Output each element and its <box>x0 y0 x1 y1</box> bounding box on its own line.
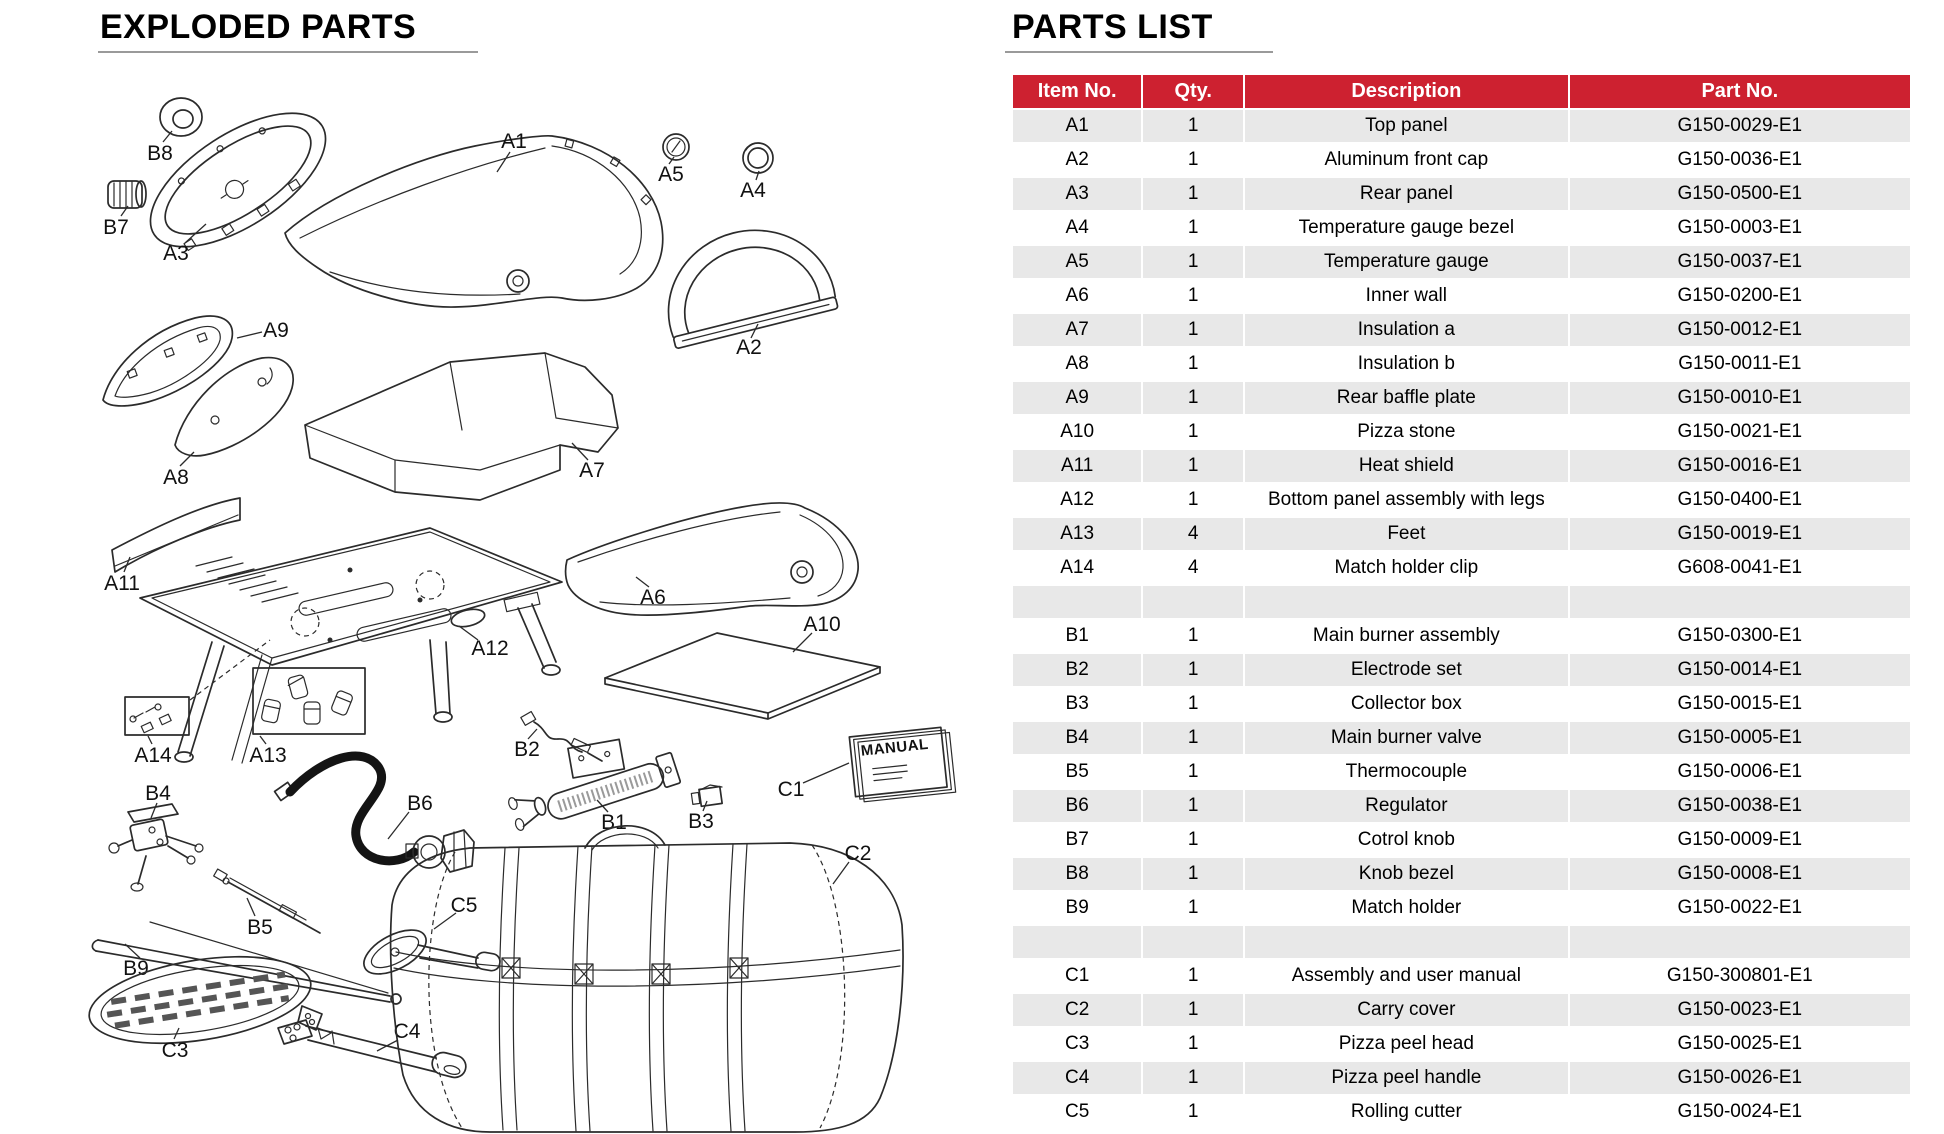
cell-qty: 1 <box>1143 1096 1243 1128</box>
part-top-panel-a1 <box>285 130 663 307</box>
part-main-burner-b1 <box>498 719 681 836</box>
cell-qty: 1 <box>1143 314 1243 346</box>
spacer-row <box>1013 586 1910 618</box>
part-collector-box-b3 <box>688 785 722 833</box>
cell-qty: 1 <box>1143 348 1243 380</box>
part-insulation-b-a8 <box>163 358 293 489</box>
cell-qty: 1 <box>1143 484 1243 516</box>
part-label-b6: B6 <box>407 792 433 815</box>
part-peel-handle-c4 <box>278 1020 468 1080</box>
part-heat-shield-a11 <box>104 498 240 595</box>
part-label-a9: A9 <box>263 319 289 342</box>
col-header-item-no: Item No. <box>1013 75 1141 108</box>
part-row <box>1013 824 1910 856</box>
part-label-a12: A12 <box>471 637 509 660</box>
cell-item: C1 <box>1013 960 1141 992</box>
cell-desc: Regulator <box>1245 790 1568 822</box>
part-row <box>1013 518 1910 550</box>
part-label-a6: A6 <box>640 586 666 609</box>
part-label-a2: A2 <box>736 336 762 359</box>
cell-desc: Pizza stone <box>1245 416 1568 448</box>
part-carry-cover-c2 <box>391 826 903 1132</box>
part-row <box>1013 178 1910 210</box>
part-row <box>1013 212 1910 244</box>
cell-desc: Inner wall <box>1245 280 1568 312</box>
cell-item: B8 <box>1013 858 1141 890</box>
part-label-c3: C3 <box>161 1039 189 1062</box>
part-label-a7: A7 <box>579 459 605 482</box>
cell-item: A12 <box>1013 484 1141 516</box>
cell-desc: Temperature gauge <box>1245 246 1568 278</box>
col-header-part-no: Part No. <box>1570 75 1910 108</box>
cell-item <box>1013 926 1141 958</box>
part-thermocouple-b5 <box>214 869 320 939</box>
cell-qty: 1 <box>1143 688 1243 720</box>
cell-part <box>1570 586 1910 618</box>
part-row <box>1013 654 1910 686</box>
part-label-a8: A8 <box>163 466 189 489</box>
parts-table-rows <box>1013 110 1910 1128</box>
cell-item <box>1013 586 1141 618</box>
col-header-description: Description <box>1245 75 1568 108</box>
cell-desc <box>1245 926 1568 958</box>
cell-qty: 1 <box>1143 416 1243 448</box>
part-control-knob-b7 <box>103 181 146 239</box>
cell-qty: 1 <box>1143 144 1243 176</box>
spacer-row <box>1013 926 1910 958</box>
part-temperature-gauge-a5 <box>658 134 689 186</box>
cell-part: G150-0015-E1 <box>1570 688 1910 720</box>
cell-part: G150-0011-E1 <box>1570 348 1910 380</box>
cell-qty <box>1143 926 1243 958</box>
part-label-a11: A11 <box>104 572 140 595</box>
cell-part <box>1570 926 1910 958</box>
cell-qty: 1 <box>1143 620 1243 652</box>
cell-item: A7 <box>1013 314 1141 346</box>
part-row <box>1013 382 1910 414</box>
part-label-b1: B1 <box>601 811 627 834</box>
part-label-b7: B7 <box>103 216 129 239</box>
cell-item: A9 <box>1013 382 1141 414</box>
cell-item: A11 <box>1013 450 1141 482</box>
cell-item: C2 <box>1013 994 1141 1026</box>
part-row <box>1013 450 1910 482</box>
cell-qty: 1 <box>1143 824 1243 856</box>
cell-desc: Feet <box>1245 518 1568 550</box>
cell-part: G150-0012-E1 <box>1570 314 1910 346</box>
cell-desc: Pizza peel head <box>1245 1028 1568 1060</box>
part-rear-panel-a3 <box>129 87 347 273</box>
cell-desc: Top panel <box>1245 110 1568 142</box>
cell-item: A13 <box>1013 518 1141 550</box>
cell-desc: Electrode set <box>1245 654 1568 686</box>
cell-part: G608-0041-E1 <box>1570 552 1910 584</box>
parts-table-header-row <box>1013 75 1910 108</box>
cell-part: G150-0021-E1 <box>1570 416 1910 448</box>
manual-cover-text: MANUAL <box>860 735 930 760</box>
cell-item: A10 <box>1013 416 1141 448</box>
part-row <box>1013 280 1910 312</box>
exploded-parts-title: EXPLODED PARTS <box>100 8 417 46</box>
cell-part: G150-0029-E1 <box>1570 110 1910 142</box>
cell-item: A3 <box>1013 178 1141 210</box>
cell-desc: Insulation a <box>1245 314 1568 346</box>
part-label-c2: C2 <box>844 842 872 865</box>
cell-qty <box>1143 586 1243 618</box>
cell-qty: 1 <box>1143 212 1243 244</box>
cell-qty: 1 <box>1143 280 1243 312</box>
part-row <box>1013 722 1910 754</box>
part-label-a5: A5 <box>658 163 684 186</box>
part-row <box>1013 314 1910 346</box>
part-row <box>1013 110 1910 142</box>
part-front-cap-a2 <box>652 213 839 359</box>
cell-item: B9 <box>1013 892 1141 924</box>
cell-item: A1 <box>1013 110 1141 142</box>
part-row <box>1013 552 1910 584</box>
cell-desc: Heat shield <box>1245 450 1568 482</box>
cell-desc: Collector box <box>1245 688 1568 720</box>
parts-table <box>1011 73 1912 1130</box>
cell-item: A5 <box>1013 246 1141 278</box>
cell-qty: 1 <box>1143 246 1243 278</box>
cell-desc: Assembly and user manual <box>1245 960 1568 992</box>
part-row <box>1013 348 1910 380</box>
cell-desc: Rear baffle plate <box>1245 382 1568 414</box>
part-label-c1: C1 <box>777 778 805 801</box>
part-label-b8: B8 <box>147 142 173 165</box>
part-row <box>1013 790 1910 822</box>
cell-desc: Rolling cutter <box>1245 1096 1568 1128</box>
part-label-a1: A1 <box>501 130 527 153</box>
part-label-b3: B3 <box>688 810 714 833</box>
cell-desc: Main burner valve <box>1245 722 1568 754</box>
cell-desc: Aluminum front cap <box>1245 144 1568 176</box>
part-rear-baffle-a9 <box>103 316 289 406</box>
cell-qty: 1 <box>1143 1028 1243 1060</box>
cell-desc: Pizza peel handle <box>1245 1062 1568 1094</box>
cell-desc: Temperature gauge bezel <box>1245 212 1568 244</box>
part-pizza-stone-a10 <box>605 613 880 719</box>
part-label-a4: A4 <box>740 179 766 202</box>
part-label-a13: A13 <box>249 744 287 767</box>
part-electrode-b2 <box>514 712 602 761</box>
cell-desc: Insulation b <box>1245 348 1568 380</box>
cell-part: G150-0500-E1 <box>1570 178 1910 210</box>
cell-desc: Bottom panel assembly with legs <box>1245 484 1568 516</box>
part-row <box>1013 892 1910 924</box>
cell-part: G150-0036-E1 <box>1570 144 1910 176</box>
cell-qty: 1 <box>1143 178 1243 210</box>
cell-desc: Thermocouple <box>1245 756 1568 788</box>
cell-part: G150-0023-E1 <box>1570 994 1910 1026</box>
part-insulation-a-a7 <box>305 353 618 500</box>
cell-desc: Match holder <box>1245 892 1568 924</box>
part-label-b9: B9 <box>123 957 149 980</box>
cell-part: G150-0005-E1 <box>1570 722 1910 754</box>
cell-item: B7 <box>1013 824 1141 856</box>
cell-desc: Main burner assembly <box>1245 620 1568 652</box>
cell-item: A6 <box>1013 280 1141 312</box>
part-row <box>1013 688 1910 720</box>
part-label-c4: C4 <box>393 1020 421 1043</box>
part-row <box>1013 858 1910 890</box>
cell-qty: 1 <box>1143 994 1243 1026</box>
cell-part: G150-0019-E1 <box>1570 518 1910 550</box>
part-manual-c1 <box>778 727 956 803</box>
col-header-qty: Qty. <box>1143 75 1243 108</box>
part-row <box>1013 484 1910 516</box>
cell-part: G150-0016-E1 <box>1570 450 1910 482</box>
cell-qty: 1 <box>1143 1062 1243 1094</box>
part-row <box>1013 960 1910 992</box>
cell-part: G150-0003-E1 <box>1570 212 1910 244</box>
cell-qty: 1 <box>1143 450 1243 482</box>
cell-qty: 1 <box>1143 722 1243 754</box>
part-label-a14: A14 <box>134 744 172 767</box>
part-label-c5: C5 <box>450 894 478 917</box>
cell-part: G150-0200-E1 <box>1570 280 1910 312</box>
cell-desc: Cotrol knob <box>1245 824 1568 856</box>
part-row <box>1013 994 1910 1026</box>
part-row <box>1013 1096 1910 1128</box>
cell-part: G150-0037-E1 <box>1570 246 1910 278</box>
cell-part: G150-0026-E1 <box>1570 1062 1910 1094</box>
cell-part: G150-0009-E1 <box>1570 824 1910 856</box>
cell-desc: Match holder clip <box>1245 552 1568 584</box>
part-inner-wall-a6 <box>566 503 859 615</box>
part-label-b4: B4 <box>145 782 171 805</box>
cell-part: G150-0400-E1 <box>1570 484 1910 516</box>
cell-part: G150-0006-E1 <box>1570 756 1910 788</box>
part-regulator-b6 <box>275 756 474 872</box>
cell-qty: 4 <box>1143 518 1243 550</box>
cell-desc: Carry cover <box>1245 994 1568 1026</box>
part-row <box>1013 144 1910 176</box>
cell-qty: 4 <box>1143 552 1243 584</box>
cell-qty: 1 <box>1143 892 1243 924</box>
cell-desc: Knob bezel <box>1245 858 1568 890</box>
cell-part: G150-0008-E1 <box>1570 858 1910 890</box>
cell-part: G150-0300-E1 <box>1570 620 1910 652</box>
cell-part: G150-0025-E1 <box>1570 1028 1910 1060</box>
cell-part: G150-300801-E1 <box>1570 960 1910 992</box>
cell-item: B3 <box>1013 688 1141 720</box>
part-row <box>1013 416 1910 448</box>
cell-item: B6 <box>1013 790 1141 822</box>
part-label-a10: A10 <box>803 613 841 636</box>
cell-item: C4 <box>1013 1062 1141 1094</box>
parts-list-title: PARTS LIST <box>1012 8 1213 46</box>
cell-qty: 1 <box>1143 858 1243 890</box>
part-bottom-panel-a12 <box>140 528 562 763</box>
part-row <box>1013 620 1910 652</box>
part-label-a3: A3 <box>163 242 189 265</box>
cell-part: G150-0038-E1 <box>1570 790 1910 822</box>
part-row <box>1013 1028 1910 1060</box>
cell-item: B5 <box>1013 756 1141 788</box>
cell-item: A8 <box>1013 348 1141 380</box>
cell-item: C3 <box>1013 1028 1141 1060</box>
cell-part: G150-0022-E1 <box>1570 892 1910 924</box>
part-row <box>1013 756 1910 788</box>
part-row <box>1013 1062 1910 1094</box>
part-burner-valve-b4 <box>109 782 203 891</box>
part-label-b2: B2 <box>514 738 540 761</box>
cell-item: B4 <box>1013 722 1141 754</box>
part-gauge-bezel-a4 <box>740 143 773 202</box>
cell-qty: 1 <box>1143 654 1243 686</box>
cell-part: G150-0010-E1 <box>1570 382 1910 414</box>
part-row <box>1013 246 1910 278</box>
cell-item: A4 <box>1013 212 1141 244</box>
cell-part: G150-0014-E1 <box>1570 654 1910 686</box>
cell-qty: 1 <box>1143 110 1243 142</box>
cell-item: A2 <box>1013 144 1141 176</box>
cell-qty: 1 <box>1143 756 1243 788</box>
cell-item: B1 <box>1013 620 1141 652</box>
cell-desc: Rear panel <box>1245 178 1568 210</box>
cell-item: B2 <box>1013 654 1141 686</box>
cell-part: G150-0024-E1 <box>1570 1096 1910 1128</box>
cell-desc <box>1245 586 1568 618</box>
cell-item: C5 <box>1013 1096 1141 1128</box>
cell-qty: 1 <box>1143 382 1243 414</box>
parts-list-title-underline <box>1005 51 1273 53</box>
cell-qty: 1 <box>1143 960 1243 992</box>
cell-item: A14 <box>1013 552 1141 584</box>
cell-qty: 1 <box>1143 790 1243 822</box>
part-label-b5: B5 <box>247 916 273 939</box>
